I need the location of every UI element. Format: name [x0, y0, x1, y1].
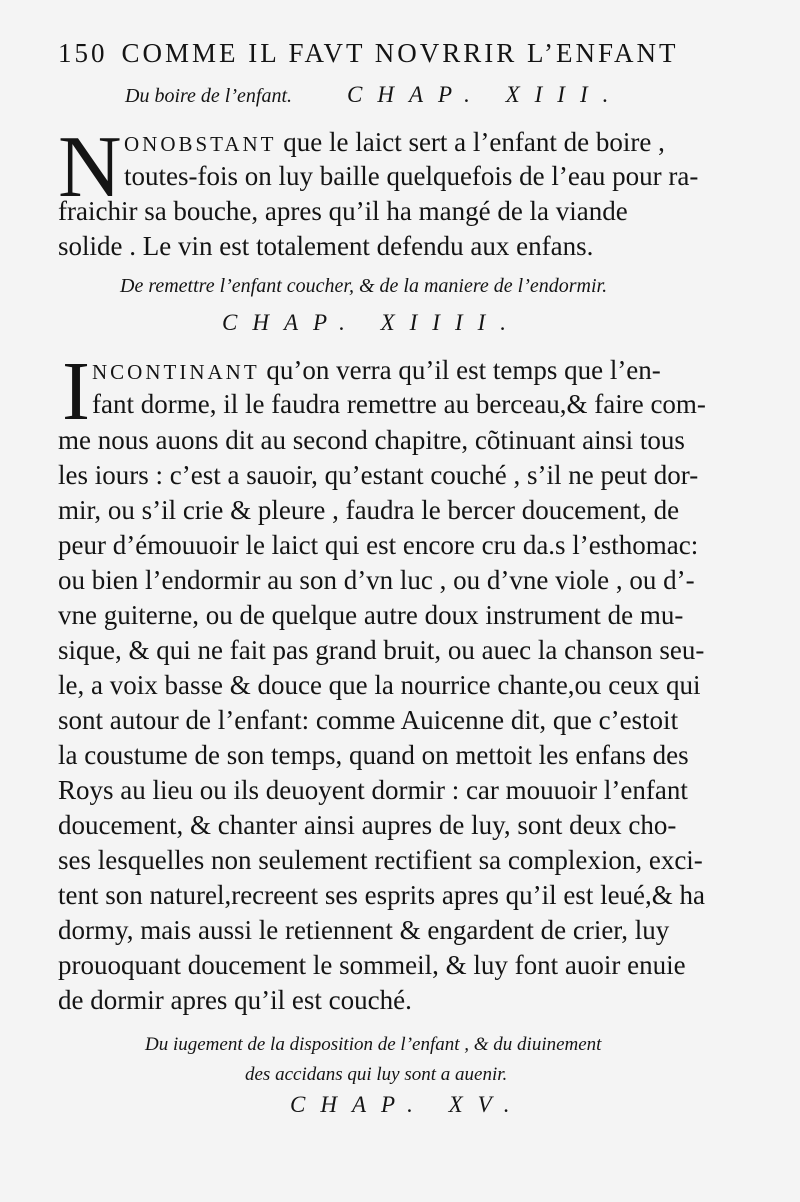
chapter-14-lead-caps: NCONTINANT: [92, 360, 260, 384]
running-head: [58, 38, 679, 69]
chapter-13-lead-caps: ONOBSTANT: [124, 132, 277, 156]
chapter-13-line-2: toutes-fois on luy baille quelquefois de l’eau pour ra-: [124, 161, 699, 191]
chapter-14-line-15: ses lesquelles non seulement rectifient sa complexion, exci-: [58, 845, 703, 875]
chapter-14-line-3: me nous auons dit au second chapitre, cõtinuant ainsi tous: [58, 425, 685, 455]
chapter-14-line-8: vne guiterne, ou de quelque autre doux instrument de mu-: [58, 600, 684, 630]
chapter-14-line-13: Roys au lieu ou ils deuoyent dormir : car mouuoir l’enfant: [58, 775, 688, 805]
chapter-14-line-17: dormy, mais aussi le retiennent & engardent de crier, luy: [58, 915, 670, 945]
chapter-13-line-1: [124, 124, 665, 162]
chapter-14-line-12: la coustume de son temps, quand on mettoit les enfans des: [58, 740, 689, 770]
chapter-14-line-4: les iours : c’est a sauoir, qu’estant couché , s’il ne peut dor-: [58, 460, 699, 490]
chapter-13-label: CHAP. XIII.: [347, 82, 624, 107]
chapter-14-line-1: [92, 352, 661, 390]
chapter-14-line-9: sique, & qui ne fait pas grand bruit, ou auec la chanson seu-: [58, 635, 705, 665]
chapter-14-line-7: ou bien l’endormir au son d’vn luc , ou d’vne viole , ou d’-: [58, 565, 695, 595]
chapter-14-line-text: qu’on verra qu’il est temps que l’en-: [266, 355, 661, 385]
chapter-15-title-line-2: des accidans qui luy sont a auenir.: [245, 1064, 508, 1085]
chapter-14-line-11: sont autour de l’enfant: comme Auicenne dit, que c’estoit: [58, 705, 679, 735]
chapter-13-drop-cap: N: [58, 119, 122, 216]
page-number: 150: [58, 38, 108, 68]
chapter-13-line-text: que le laict sert a l’enfant de boire ,: [283, 127, 665, 157]
chapter-14-label: CHAP. XIIII.: [222, 310, 522, 335]
chapter-14-drop-cap: I: [62, 345, 90, 438]
chapter-14-line-18: prouoquant doucement le sommeil, & luy font auoir enuie: [58, 950, 686, 980]
chapter-15-title-line-1: Du iugement de la disposition de l’enfant , & du diuinement: [145, 1034, 602, 1055]
chapter-14-title: De remettre l’enfant coucher, & de la maniere de l’endormir.: [120, 275, 608, 297]
chapter-14-line-19: de dormir apres qu’il est couché.: [58, 985, 412, 1015]
chapter-13-heading: [125, 82, 623, 108]
chapter-13-title: Du boire de l’enfant.: [125, 85, 293, 107]
chapter-15-label: CHAP. XV.: [290, 1092, 525, 1117]
chapter-14-line-2: fant dorme, il le faudra remettre au berceau,& faire com-: [92, 389, 706, 419]
chapter-14-line-10: le, a voix basse & douce que la nourrice chante,ou ceux qui: [58, 670, 701, 700]
chapter-14-line-16: tent son naturel,recreent ses esprits apres qu’il est leué,& ha: [58, 880, 706, 910]
chapter-13-line-4: solide . Le vin est totalement defendu aux enfans.: [58, 231, 594, 261]
chapter-14-line-14: doucement, & chanter ainsi aupres de luy, sont deux cho-: [58, 810, 677, 840]
chapter-13-line-3: fraichir sa bouche, apres qu’il ha mangé de la viande: [58, 196, 628, 226]
chapter-14-line-5: mir, ou s’il crie & pleure , faudra le bercer doucement, de: [58, 495, 680, 525]
running-head-title: COMME IL FAVT NOVRRIR L’ENFANT: [121, 38, 679, 68]
chapter-14-line-6: peur d’émouuoir le laict qui est encore cru da.s l’esthomac:: [58, 530, 699, 560]
